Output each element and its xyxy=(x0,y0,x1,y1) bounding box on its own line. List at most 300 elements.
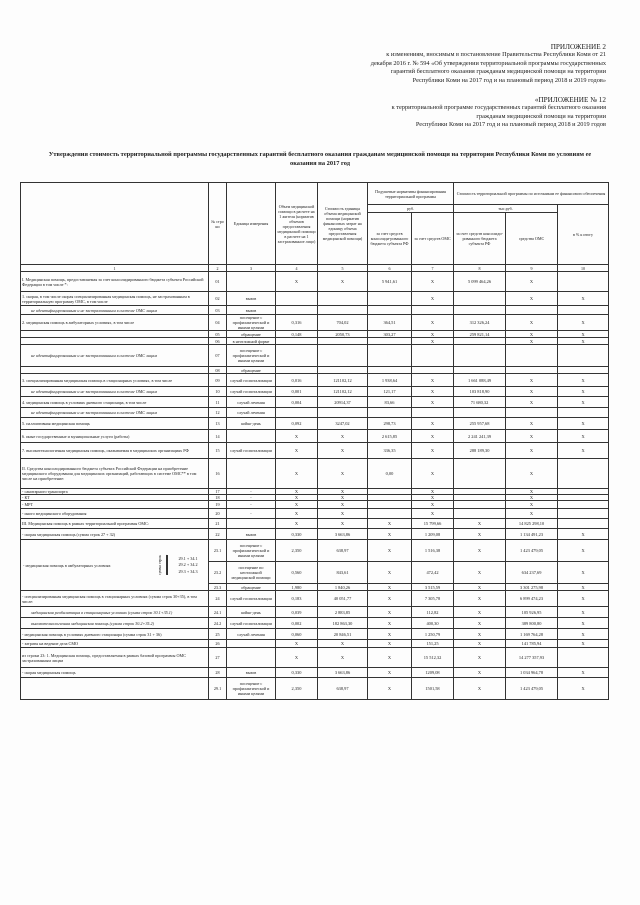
row-number: 05 xyxy=(209,331,227,338)
budget-per-capita-cell: X xyxy=(368,607,412,618)
table-row xyxy=(21,418,609,430)
column-number: 9 xyxy=(506,265,558,272)
unit-cell: посещение с профилактической и иными целями xyxy=(227,678,276,700)
percent-cell: X xyxy=(558,629,609,640)
header-oms: за счет средств ОМС xyxy=(412,213,454,265)
oms-per-capita-cell: 1 250,79 xyxy=(412,629,454,640)
percent-cell: X xyxy=(558,397,609,408)
unit-cost-cell: 638,97 xyxy=(318,540,368,562)
unit-cell: обращение xyxy=(227,331,276,338)
column-number: 10 xyxy=(558,265,609,272)
oms-total-cell: 6 899 474,23 xyxy=(506,591,558,607)
budget-total-cell: 312 326,24 xyxy=(454,315,506,331)
row-number: 11 xyxy=(209,397,227,408)
unit-cell: посещение с профилактической и иными целями xyxy=(227,540,276,562)
unit-cell xyxy=(227,272,276,292)
unit-cost-cell xyxy=(318,345,368,367)
percent-cell: X xyxy=(558,584,609,591)
unit-cost-cell: X xyxy=(318,648,368,668)
sum-expression-item: 29.2 + 34.2 xyxy=(178,562,198,568)
appendix-line: к территориальной программе государственных гарантий бесплатного оказания xyxy=(391,104,606,112)
volume-cell: X xyxy=(276,443,318,459)
budget-total-cell: 5 099 464,26 xyxy=(454,272,506,292)
oms-total-cell: X xyxy=(506,489,558,495)
column-number: 3 xyxy=(227,265,276,272)
row-name: медицинская реабилитация в стационарных условиях (сумма строк 30.1+35.1) xyxy=(21,607,209,618)
budget-per-capita-cell: X xyxy=(368,562,412,584)
oms-total-cell: X xyxy=(506,292,558,306)
row-number: 03 xyxy=(209,306,227,315)
oms-total-cell xyxy=(506,306,558,315)
oms-per-capita-cell: 1501,58 xyxy=(412,678,454,700)
table-row xyxy=(21,345,609,367)
unit-cost-cell: 3 663,86 xyxy=(318,668,368,678)
row-name: - затраты на ведение дела СМО xyxy=(21,640,209,648)
table-row xyxy=(21,668,609,678)
row-name xyxy=(21,678,209,700)
unit-cost-cell: 3 663,86 xyxy=(318,529,368,540)
table-row xyxy=(21,648,609,668)
volume-cell: 0,330 xyxy=(276,668,318,678)
budget-total-cell xyxy=(454,509,506,519)
percent-cell: X xyxy=(558,618,609,629)
budget-per-capita-cell: X xyxy=(368,591,412,607)
unit-cost-cell: 182 863,30 xyxy=(318,618,368,629)
oms-total-cell: 389 800,80 xyxy=(506,618,558,629)
oms-per-capita-cell: X xyxy=(412,430,454,443)
row-name: - МРТ xyxy=(21,501,209,509)
volume-cell: 0,560 xyxy=(276,562,318,584)
row-name: из строки 23: 1. Медицинская помощь, предоставляемая в рамках базовой программы ОМС застрахованным лицам xyxy=(21,648,209,668)
unit-cost-cell: 121102,12 xyxy=(318,374,368,387)
volume-cell xyxy=(276,306,318,315)
oms-per-capita-cell: 3 515,59 xyxy=(412,584,454,591)
unit-cost-cell: X xyxy=(318,509,368,519)
unit-cost-cell: 3247,02 xyxy=(318,418,368,430)
row-name: - санитарного транспорта xyxy=(21,489,209,495)
budget-per-capita-cell: X xyxy=(368,640,412,648)
budget-per-capita-cell xyxy=(368,345,412,367)
oms-per-capita-cell: X xyxy=(412,443,454,459)
table-row xyxy=(21,629,609,640)
oms-total-cell: 105 926,95 xyxy=(506,607,558,618)
table-row xyxy=(21,315,609,331)
header-volume: Объем медицинской помощи в расчете на 1 жителя (норматив объемов предоставления медицинской помощи в расчете на 1 застрахованное лицо) xyxy=(276,183,318,265)
percent-cell: X xyxy=(558,562,609,584)
budget-per-capita-cell: 121,17 xyxy=(368,387,412,397)
row-name: 7. высокотехнологичная медицинская помощь, оказываемая в медицинских организациях РФ xyxy=(21,443,209,459)
column-number: 1 xyxy=(21,265,209,272)
unit-cell: обращение xyxy=(227,367,276,374)
unit-cost-cell: X xyxy=(318,640,368,648)
row-name: II. Средства консолидированного бюджета субъекта Российской Федерации на приобретение медицинского оборудования для медицинских организаций, работающих в системе ОМС** в том числе на приобретение: xyxy=(21,459,209,489)
unit-cell xyxy=(227,648,276,668)
unit-cell: случай лечения xyxy=(227,629,276,640)
unit-cell xyxy=(227,519,276,529)
oms-per-capita-cell: 1 516,38 xyxy=(412,540,454,562)
budget-per-capita-cell: 5 941,61 xyxy=(368,272,412,292)
oms-total-cell: X xyxy=(506,501,558,509)
row-name xyxy=(21,540,209,591)
oms-total-cell: 1 423 479,05 xyxy=(506,540,558,562)
header-unit-cost: Стоимость единицы объема медицинской помощи (норматив финансовых затрат на единицу объема предоставления медицинской помощи) xyxy=(318,183,368,265)
volume-cell: X xyxy=(276,501,318,509)
row-number: 06 xyxy=(209,338,227,345)
budget-total-cell: 2 241 241,39 xyxy=(454,430,506,443)
volume-cell xyxy=(276,338,318,345)
percent-cell: X xyxy=(558,607,609,618)
unit-cost-cell: 2050,73 xyxy=(318,331,368,338)
appendix-title: «ПРИЛОЖЕНИЕ № 12 xyxy=(534,96,606,104)
table-row xyxy=(21,331,609,338)
budget-total-cell: X xyxy=(454,540,506,562)
percent-cell: X xyxy=(558,529,609,540)
oms-per-capita-cell: X xyxy=(412,489,454,495)
oms-per-capita-cell: 112,82 xyxy=(412,607,454,618)
unit-cell xyxy=(227,459,276,489)
row-number: 25 xyxy=(209,629,227,640)
oms-per-capita-cell: X xyxy=(412,397,454,408)
volume-cell: 0,004 xyxy=(276,397,318,408)
row-name: 5. паллиативная медицинская помощь xyxy=(21,418,209,430)
budget-total-cell xyxy=(454,459,506,489)
column-number: 2 xyxy=(209,265,227,272)
table-row xyxy=(21,678,609,700)
volume-cell: 0,016 xyxy=(276,374,318,387)
row-number: 23.2 xyxy=(209,562,227,584)
volume-cell: X xyxy=(276,495,318,501)
row-name: III. Медицинская помощь в рамках территориальной программы ОМС: xyxy=(21,519,209,529)
oms-per-capita-cell: X xyxy=(412,387,454,397)
row-name xyxy=(21,331,209,338)
percent-cell xyxy=(558,501,609,509)
table-row xyxy=(21,367,609,374)
percent-cell xyxy=(558,367,609,374)
volume-cell: 0,039 xyxy=(276,607,318,618)
unit-cell: вызов xyxy=(227,292,276,306)
volume-cell: 1,980 xyxy=(276,584,318,591)
budget-total-cell xyxy=(454,408,506,418)
table-row xyxy=(21,540,609,562)
unit-cell: - xyxy=(227,489,276,495)
unit-cell xyxy=(227,640,276,648)
table-row xyxy=(21,618,609,629)
percent-cell xyxy=(558,345,609,367)
unit-cost-cell: 121102,12 xyxy=(318,387,368,397)
volume-cell: 0,092 xyxy=(276,418,318,430)
table-row xyxy=(21,338,609,345)
sum-expression-item: 29.1 + 34.1 xyxy=(178,555,198,561)
percent-cell: X xyxy=(558,430,609,443)
budget-total-cell xyxy=(454,306,506,315)
percent-cell: X xyxy=(558,540,609,562)
oms-total-cell: X xyxy=(506,272,558,292)
table-row xyxy=(21,529,609,540)
unit-cell: вызов xyxy=(227,529,276,540)
table-row xyxy=(21,387,609,397)
oms-total-cell: X xyxy=(506,430,558,443)
row-number: 21 xyxy=(209,519,227,529)
oms-total-cell: 141 785,94 xyxy=(506,640,558,648)
table-row xyxy=(21,430,609,443)
percent-cell: X xyxy=(558,374,609,387)
percent-cell: X xyxy=(558,418,609,430)
budget-per-capita-cell: 0,00 xyxy=(368,459,412,489)
unit-cell: в неотложной форме xyxy=(227,338,276,345)
row-number: 19 xyxy=(209,501,227,509)
row-name: - скорая медицинская помощь xyxy=(21,668,209,678)
oms-total-cell: X xyxy=(506,374,558,387)
row-name: I. Медицинская помощь, предоставляемая за счет консолидированного бюджета субъекта Российской Федерации в том числе *: xyxy=(21,272,209,292)
oms-per-capita-cell: X xyxy=(412,338,454,345)
row-name: 6. иные государственные и муниципальные услуги (работы) xyxy=(21,430,209,443)
budget-per-capita-cell xyxy=(368,338,412,345)
row-name: не идентифицированным и не застрахованным в системе ОМС лицам xyxy=(21,387,209,397)
header-rub: руб. xyxy=(368,205,454,213)
oms-total-cell: 14 277 357,93 xyxy=(506,648,558,668)
unit-cost-cell xyxy=(318,338,368,345)
appendix-line: Республики Коми на 2017 год и на плановый период 2018 и 2019 годов xyxy=(415,121,606,129)
budget-per-capita-cell: 2 615,85 xyxy=(368,430,412,443)
budget-total-cell: X xyxy=(454,668,506,678)
volume-cell: 0,148 xyxy=(276,331,318,338)
budget-total-cell: 71 680,32 xyxy=(454,397,506,408)
budget-per-capita-cell: X xyxy=(368,648,412,668)
unit-cost-cell xyxy=(318,408,368,418)
oms-total-cell: X xyxy=(506,331,558,338)
volume-cell: X xyxy=(276,489,318,495)
oms-total-cell xyxy=(506,408,558,418)
row-name: - скорая медицинская помощь (сумма строк 27 + 32) xyxy=(21,529,209,540)
unit-cost-cell: 20914,37 xyxy=(318,397,368,408)
oms-total-cell: X xyxy=(506,315,558,331)
unit-cell: - xyxy=(227,501,276,509)
budget-total-cell xyxy=(454,338,506,345)
volume-cell xyxy=(276,345,318,367)
budget-per-capita-cell xyxy=(368,292,412,306)
budget-per-capita-cell: 1 938,64 xyxy=(368,374,412,387)
budget-per-capita-cell xyxy=(368,501,412,509)
row-number: 15 xyxy=(209,443,227,459)
appendix-line: гражданам медицинской помощи на территории xyxy=(476,112,606,120)
budget-per-capita-cell: X xyxy=(368,584,412,591)
volume-cell: 0,001 xyxy=(276,387,318,397)
row-name: - КТ xyxy=(21,495,209,501)
unit-cost-cell: 20 846,51 xyxy=(318,629,368,640)
row-name: 2. медицинская помощь в амбулаторных условиях, в том числе xyxy=(21,315,209,331)
unit-cell: посещение с профилактической и иными целями xyxy=(227,345,276,367)
unit-cell: случай госпитализации xyxy=(227,618,276,629)
unit-cost-cell: X xyxy=(318,489,368,495)
unit-cost-cell: X xyxy=(318,272,368,292)
table-row xyxy=(21,443,609,459)
budget-per-capita-cell: 336,35 xyxy=(368,443,412,459)
oms-per-capita-cell xyxy=(412,408,454,418)
budget-total-cell: 255 957,68 xyxy=(454,418,506,430)
unit-cost-cell: 1 840,26 xyxy=(318,584,368,591)
row-name: 1. скорая, в том числе скорая специализированная медицинская помощь, не застрахованным в территориальную программу ОМС, в том числе xyxy=(21,292,209,306)
percent-cell: X xyxy=(558,338,609,345)
budget-per-capita-cell: X xyxy=(368,629,412,640)
oms-total-cell: 634 237,69 xyxy=(506,562,558,584)
budget-per-capita-cell: X xyxy=(368,519,412,529)
row-name: - специализированная медицинская помощь в стационарных условиях (сумма строк 30+35), в том числе: xyxy=(21,591,209,607)
table-row xyxy=(21,272,609,292)
column-number: 4 xyxy=(276,265,318,272)
oms-per-capita-cell: 15 799,66 xyxy=(412,519,454,529)
volume-cell: 2,350 xyxy=(276,540,318,562)
oms-total-cell: X xyxy=(506,459,558,489)
unit-cell: койко-день xyxy=(227,418,276,430)
unit-cost-cell: X xyxy=(318,430,368,443)
table-row xyxy=(21,292,609,306)
row-name: не идентифицированным и не застрахованным в системе ОМС лицам xyxy=(21,306,209,315)
budget-per-capita-cell: X xyxy=(368,618,412,629)
unit-cell: вызов xyxy=(227,306,276,315)
budget-total-cell: X xyxy=(454,562,506,584)
oms-per-capita-cell: X xyxy=(412,315,454,331)
budget-total-cell: 103 818,90 xyxy=(454,387,506,397)
unit-cost-cell: X xyxy=(318,519,368,529)
percent-cell xyxy=(558,459,609,489)
row-name: - медицинская помощь в условиях дневного стационара (сумма строк 31 + 36) xyxy=(21,629,209,640)
oms-per-capita-cell: X xyxy=(412,459,454,489)
row-name: не идентифицированным и не застрахованным в системе ОМС лицам xyxy=(21,345,209,367)
percent-cell xyxy=(558,272,609,292)
appendix-header xyxy=(276,96,606,130)
oms-total-cell: X xyxy=(506,387,558,397)
header-name xyxy=(21,183,209,265)
volume-cell: X xyxy=(276,648,318,668)
cost-table xyxy=(20,182,609,700)
oms-per-capita-cell: 1 209,08 xyxy=(412,529,454,540)
unit-cell: посещение по неотложной медицинской помощи xyxy=(227,562,276,584)
oms-per-capita-cell: X xyxy=(412,331,454,338)
row-name: - иного медицинского оборудования xyxy=(21,509,209,519)
amb-name: - медицинская помощь в амбулаторных условиях xyxy=(23,562,111,568)
sum-label: сумма строк xyxy=(158,555,167,575)
row-number: 04 xyxy=(209,315,227,331)
row-number: 24.2 xyxy=(209,618,227,629)
table-row xyxy=(21,397,609,408)
oms-per-capita-cell: X xyxy=(412,418,454,430)
percent-cell: X xyxy=(558,591,609,607)
annex-line: Республики Коми на 2017 год и на плановый период 2018 и 2019 годов» xyxy=(412,76,606,84)
unit-cost-cell: 40 051,77 xyxy=(318,591,368,607)
oms-per-capita-cell: 400,30 xyxy=(412,618,454,629)
row-name: 4. медицинская помощь в условиях дневного стационара, в том числе xyxy=(21,397,209,408)
budget-total-cell: X xyxy=(454,640,506,648)
volume-cell: X xyxy=(276,519,318,529)
unit-cell: посещение с профилактической и иными целями xyxy=(227,315,276,331)
row-name xyxy=(21,367,209,374)
row-name: 3. специализированная медицинская помощь в стационарных условиях, в том числе xyxy=(21,374,209,387)
row-number: 02 xyxy=(209,292,227,306)
unit-cost-cell: 2 883,85 xyxy=(318,607,368,618)
row-number: 07 xyxy=(209,345,227,367)
oms-per-capita-cell: X xyxy=(412,272,454,292)
unit-cell: - xyxy=(227,495,276,501)
budget-total-cell: X xyxy=(454,678,506,700)
percent-cell: X xyxy=(558,443,609,459)
oms-total-cell: 1 134 491,23 xyxy=(506,529,558,540)
table-row xyxy=(21,408,609,418)
row-number: 28 xyxy=(209,668,227,678)
column-number: 5 xyxy=(318,265,368,272)
row-number: 26 xyxy=(209,640,227,648)
percent-cell: X xyxy=(558,331,609,338)
table-row xyxy=(21,374,609,387)
header-budget: за счет средств консолиди-рованного бюджета субъекта РФ xyxy=(368,213,412,265)
unit-cost-cell: X xyxy=(318,501,368,509)
volume-cell xyxy=(276,292,318,306)
row-name: высокотехнологичная медицинская помощь (сумма строк 30.2+35.2) xyxy=(21,618,209,629)
table-row xyxy=(21,519,609,529)
percent-cell: X xyxy=(558,292,609,306)
oms-per-capita-cell: X xyxy=(412,374,454,387)
sum-expression-list xyxy=(167,555,208,575)
annex-title: ПРИЛОЖЕНИЕ 2 xyxy=(550,43,606,51)
column-number: 7 xyxy=(412,265,454,272)
budget-total-cell xyxy=(454,367,506,374)
percent-cell: X xyxy=(558,678,609,700)
oms-total-cell: 1 423 479,05 xyxy=(506,678,558,700)
budget-per-capita-cell: 298,73 xyxy=(368,418,412,430)
unit-cell: случай лечения xyxy=(227,408,276,418)
table-row xyxy=(21,306,609,315)
volume-cell: 0,316 xyxy=(276,315,318,331)
column-number: 6 xyxy=(368,265,412,272)
row-number: 18 xyxy=(209,495,227,501)
header-unit: Единица измерения xyxy=(227,183,276,265)
oms-total-cell: 14 825 298,10 xyxy=(506,519,558,529)
budget-total-cell xyxy=(454,345,506,367)
percent-cell: X xyxy=(558,640,609,648)
volume-cell xyxy=(276,367,318,374)
header-thousand-rub: тыс.руб. xyxy=(454,205,558,213)
row-number: 09 xyxy=(209,374,227,387)
unit-cell: вызов xyxy=(227,668,276,678)
budget-per-capita-cell: 303,27 xyxy=(368,331,412,338)
volume-cell: X xyxy=(276,459,318,489)
percent-cell xyxy=(558,306,609,315)
volume-cell: X xyxy=(276,272,318,292)
oms-total-cell: X xyxy=(506,397,558,408)
annex-header xyxy=(276,43,606,85)
oms-total-cell xyxy=(506,367,558,374)
row-number: 08 xyxy=(209,367,227,374)
budget-per-capita-cell xyxy=(368,367,412,374)
unit-cost-cell xyxy=(318,306,368,315)
oms-total-cell xyxy=(506,345,558,367)
oms-per-capita-cell: 7 305,78 xyxy=(412,591,454,607)
unit-cost-cell: X xyxy=(318,459,368,489)
oms-total-cell: 1 169 764,28 xyxy=(506,629,558,640)
budget-per-capita-cell: X xyxy=(368,668,412,678)
row-number: 17 xyxy=(209,489,227,495)
oms-total-cell: X xyxy=(506,509,558,519)
volume-cell: X xyxy=(276,430,318,443)
header-row-number: № стро ки xyxy=(209,183,227,265)
row-number: 23.1 xyxy=(209,540,227,562)
row-name: не идентифицированным и не застрахованным в системе ОМС лицам xyxy=(21,408,209,418)
budget-total-cell: X xyxy=(454,607,506,618)
row-name xyxy=(21,338,209,345)
oms-per-capita-cell xyxy=(412,345,454,367)
row-number: 22 xyxy=(209,529,227,540)
oms-per-capita-cell: 1209,08 xyxy=(412,668,454,678)
row-number: 24.1 xyxy=(209,607,227,618)
